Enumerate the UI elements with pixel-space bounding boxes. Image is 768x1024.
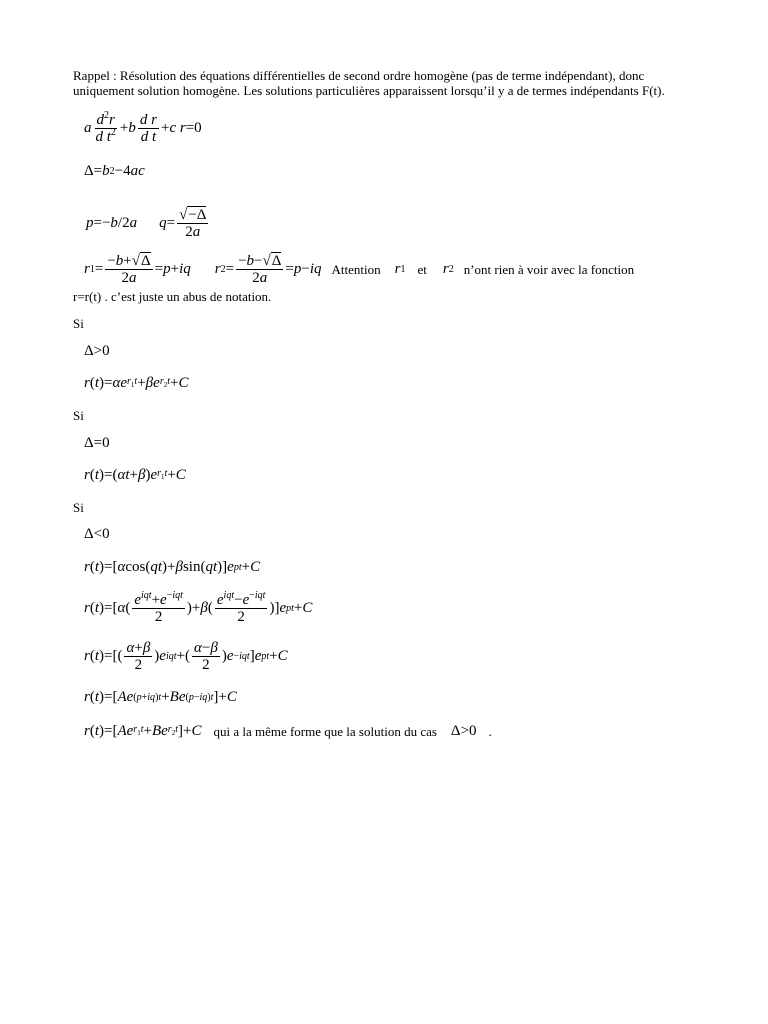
last-dot: . bbox=[488, 723, 492, 739]
equation-differential: a $\frac{d^2r}{d t^2}$ + b $\frac{\text{d r}}{\text{d t}}$ + c r =0 bbox=[84, 110, 202, 145]
note-attention: Attention bbox=[331, 261, 381, 277]
equation-p-q: p =− b /2 a q = $\frac{√-\Delta}{2a}$ bbox=[86, 207, 207, 240]
si-label-2: Si bbox=[73, 408, 84, 423]
note-rest: n’ont rien à voir avec la fonction bbox=[463, 261, 635, 277]
solution-regrouped: r ( t )=[( $\frac{\alpha+\beta}{2}$ ) e iqt +( $\frac{\alpha-\beta}{2}$ ) e −iqt ] e pt + C bbox=[84, 640, 288, 673]
si-label-3: Si bbox=[73, 500, 84, 515]
si-label-1: Si bbox=[73, 316, 84, 331]
solution-delta-positive: r ( t )= αe $r_1t$ + βe $r_2t$ + C bbox=[84, 375, 189, 391]
last-note: qui a la même forme que la solution du cas bbox=[213, 723, 437, 739]
note-line2: r=r(t) . c’est juste un abus de notation. bbox=[73, 289, 272, 304]
equation-roots: r 1 = $\frac{-b+√\Delta}{2a}$ = p + iq r 2 = $\frac{-b-√\Delta}{2a}$ = p − iq Attention r 1 et r 2 n’ont rien à voir avec la fonction bbox=[84, 253, 635, 286]
solution-final: r ( t )=[ Ae $r_1t$ + Be $r_2t$ ]+ C qui a la même forme que la solution du cas Δ>0 . bbox=[84, 723, 492, 739]
solution-A-B: r ( t )=[ Ae (p+iq)t + Be (p−iq)t ]+ C bbox=[84, 689, 237, 705]
intro-paragraph: Rappel : Résolution des équations différentielles de second ordre homogène (pas de terme indépendant), donc uniquement solution homogène. Les solutions particulières apparaissent lorsqu’il y a de termes indépendants F(t). bbox=[73, 68, 665, 98]
note-et: et bbox=[417, 261, 427, 277]
solution-exponential-form: r ( t )=[ α ( $\frac{e^{iqt}+e^{-iqt}}{2}$ )+ β ( $\frac{e^{iqt}-e^{-iqt}}{2}$ )] e pt + C bbox=[84, 590, 313, 625]
condition-delta-negative: Δ<0 bbox=[84, 526, 110, 542]
equation-delta: Δ= b 2 −4 ac bbox=[84, 163, 145, 179]
solution-cos-sin: r ( t )=[ α cos( qt )+ β sin( qt )] e pt + C bbox=[84, 559, 261, 575]
solution-delta-zero: r ( t )=( αt + β ) e $r_1t$ + C bbox=[84, 467, 186, 483]
condition-delta-zero: Δ=0 bbox=[84, 435, 110, 451]
condition-delta-positive: Δ>0 bbox=[84, 343, 110, 359]
